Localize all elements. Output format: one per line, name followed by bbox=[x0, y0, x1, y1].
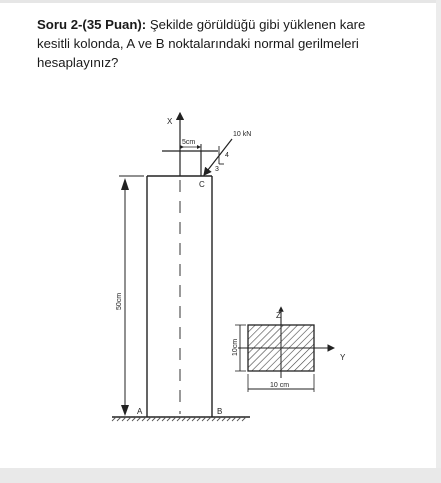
height-label: 50cm bbox=[116, 292, 123, 310]
section-width-label: 10 cm bbox=[270, 382, 290, 389]
point-c-label: C bbox=[199, 180, 205, 189]
point-b-label: B bbox=[217, 407, 223, 416]
problem-text: Şekilde görüldüğü gibi yüklenen kare kesitli kolonda, A ve B noktalarındaki normal gerilmeleri hesaplayınız? bbox=[37, 17, 366, 70]
point-a-label: A bbox=[137, 407, 143, 416]
offset-label: 5cm bbox=[182, 139, 196, 146]
y-axis-label: Y bbox=[340, 353, 346, 362]
load-label: 10 kN bbox=[233, 131, 252, 138]
z-axis-label: Z bbox=[276, 311, 281, 320]
slope-3-label: 3 bbox=[215, 166, 219, 173]
section-height-label: 10cm bbox=[232, 338, 239, 356]
problem-heading: Soru 2-(35 Puan): bbox=[37, 17, 147, 32]
slope-4-label: 4 bbox=[225, 152, 229, 159]
x-axis-label: X bbox=[167, 117, 173, 126]
